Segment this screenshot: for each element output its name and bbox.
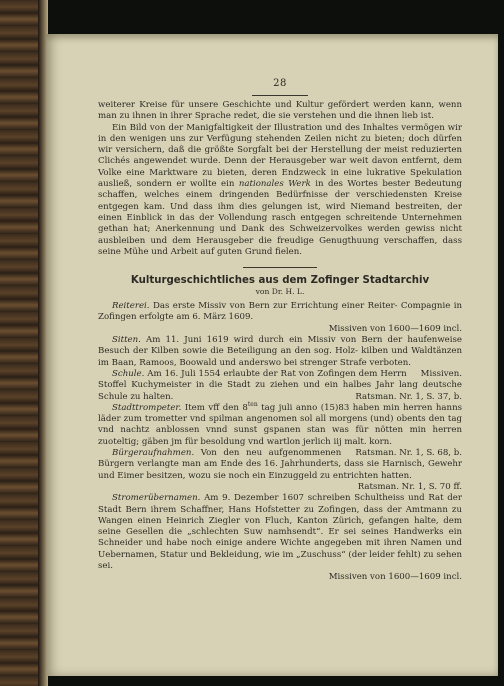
emphasis-nationales-werk: nationales Werk — [238, 179, 311, 190]
intro-paragraph-2: Ein Bild von der Manigfaltigkeit der Illustration und des Inhaltes vermögen wir in den wenigen uns zur Verfügung stehenden Zeilen nicht zu bieten; doch dürfen wir versichern, daß die größte Sorgfalt bei der Herstellung der meist reduzierten Clichés angewendet wurde. Denn der Herausgeber war weit davon entfernt, dem Volke eine Marktware zu bieten, deren Endzweck in eine lukrative Spekulation ausließ, sondern er wollte ein nationales Werk in des Wortes bester Bedeutung schaffen, welches einem dringenden Bedürfnisse der verschiedensten Kreise entgegen kam. Und dass ihm dies gelungen ist, wird Niemand bestreiten, der einen Einblick in das der Vollendung rasch entgegen schreitende Unternehmen gethan hat; Anerkennung und Dank des Schweizervolkes werden gewiss nicht ausbleiben und dem Herausgeber die freudige Genugthuung verschaffen, dass seine Mühe und Arbeit auf guten Grund fielen. — [98, 122, 463, 257]
entry-citation: Ratsman. Nr. 1, S. 37, b. — [355, 391, 462, 402]
entry-citation: Ratsman. Nr. 1, S. 68, b. — [355, 448, 462, 459]
entry-schule: Schule. Am 16. Juli 1554 erlaubte der Rat von Zofingen dem Herrn Stoffel Kuchymeister in die Stadt zu ziehen und ein halbes Jahr lang deutsche Schule zu halten. Ratsman. Nr. 1, S. 37, b. — [98, 368, 463, 402]
entry-stromeruebernamen: Stromerübernamen. Am 9. Dezember 1607 schreiben Schultheiss und Rat der Stadt Bern ihrem Schaffner, Hans Hofstetter zu Zofingen, dass der Amtmann zu Wangen einen Heinrich Ziegler von Fluch, Kanton Zürich, gefangen halte, dem seine Gesellen die „schlechten Suw namhsendt“. Er sei seines Handwerks ein Schneider und habe noch einige andere Wichte angegeben mit ihren Namen und Uebernamen, Statur und Bekleidung, wie im „Zuschuss“ (der leider fehlt) zu sehen sei. — [98, 493, 463, 571]
entry-lemma: Bürgeraufnahmen. — [112, 448, 195, 459]
entry-lemma: Sitten. — [112, 335, 141, 346]
entry-lemma: Schule. — [112, 368, 145, 379]
page-number: 28 — [273, 78, 287, 89]
entry-reiterei: Reiterei. Das erste Missiv von Bern zur Errichtung einer Reiter- Compagnie in Zofingen erfolgte am 6. März 1609. — [98, 301, 462, 323]
entry-citation: Missiven von 1600—1609 incl. — [328, 572, 462, 583]
page-number-rule — [252, 95, 308, 96]
page-text — [98, 78, 462, 584]
section-separator — [243, 267, 317, 268]
entry-citation: Missiven. — [420, 368, 462, 379]
entry-lemma: Reiterei. — [112, 301, 150, 312]
entry-lemma: Stadttrompeter. — [112, 402, 182, 413]
article-title: Kulturgeschichtliches aus dem Zofinger Stadtarchiv — [130, 275, 430, 287]
intro-paragraph-1: weiterer Kreise für unsere Geschichte und Kultur gefördert werden kann, wenn man zu ihnen in ihrer Sprache redet, die sie verstehen und die ihnen lieb ist. — [98, 100, 462, 122]
entry-lemma: Stromerübernamen. — [112, 493, 201, 504]
entry-citation: Ratsman. Nr. 1, S. 70 ff. — [357, 481, 462, 492]
article-byline: von Dr. H. L. — [255, 287, 305, 297]
entry-stadttrompeter: Stadttrompeter. Item vff den $8^{ten}$ tag juli anno (15)83 haben min herren hanns läder zum trometter vnd spilman angenomen sol all morgens (und) obents den tag vnd nachtz anblossen vnnd sunst gspanen stan was für nötten min herren zuoteltig; gäben jm für besoldung vnd wartlon jerlich iij malt. korn. Ratsman. Nr. 1, S. 68, b. — [98, 400, 463, 459]
entry-citation: Missiven von 1600—1609 incl. — [328, 323, 462, 334]
entry-sitten: Sitten. Am 11. Juni 1619 wird durch ein Missiv von Bern der haufenweise Besuch der Kilben sowie die Beteiligung an den sog. Holz- kilben und Waldtänzen im Baan, Ramoos, Boowald und anderswo bei strenger Strafe verboten. Missiven. — [98, 335, 463, 379]
entry-buergeraufnahmen: Bürgeraufnahmen. Von den neu aufgenommenen Bürgern verlangte man am Ende des 16. Jahrhunderts, dass sie Harnisch, Gewehr und Eimer besitzen, wozu sie noch ein Einzuggeld zu entrichten hatten. — [98, 448, 462, 481]
